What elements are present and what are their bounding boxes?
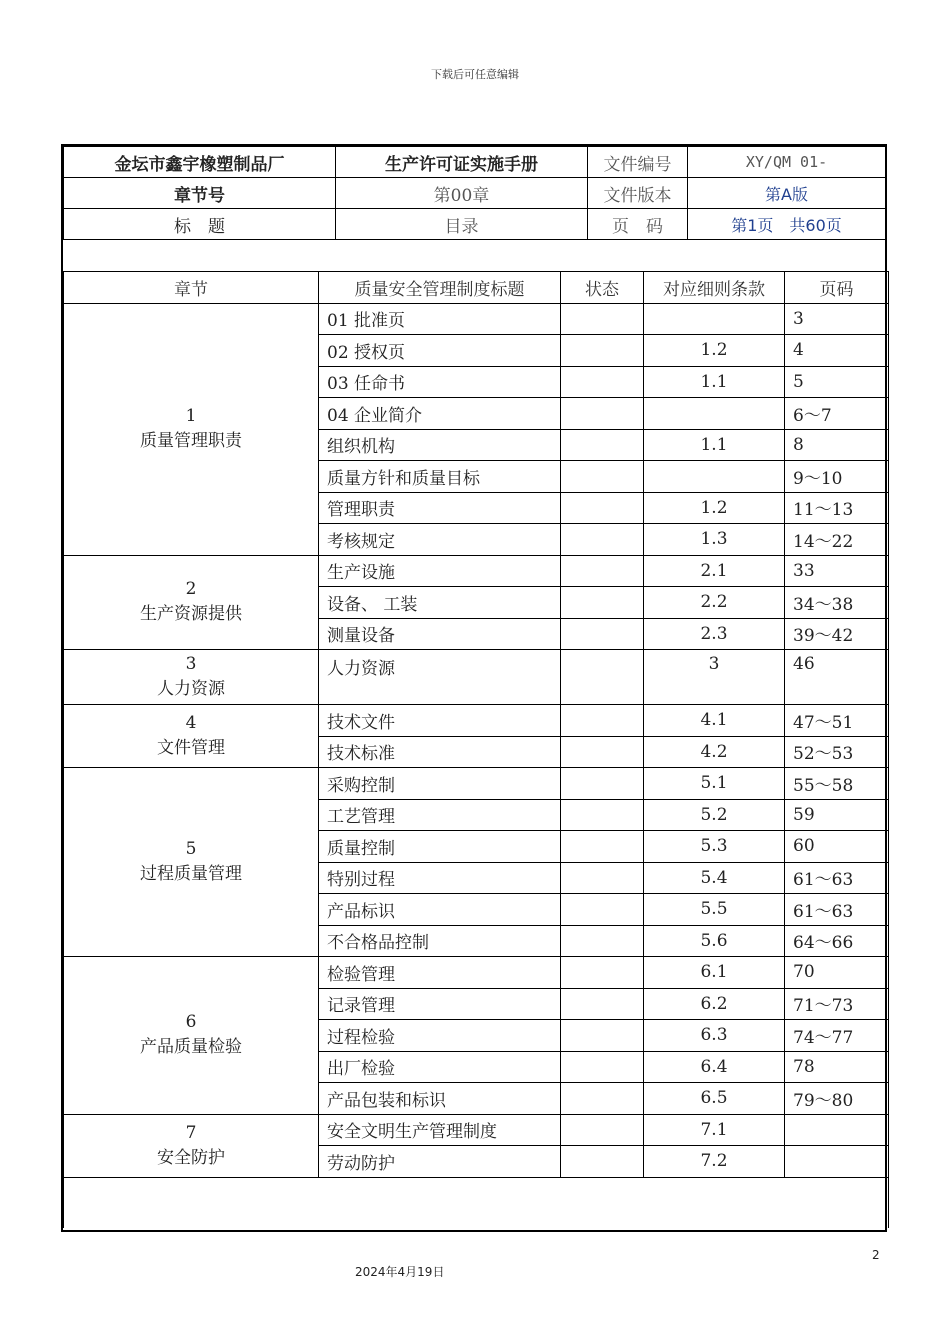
item-clause — [644, 303, 785, 335]
section-cell — [64, 957, 319, 1115]
item-clause: 5.5 — [644, 894, 785, 926]
item-status — [561, 555, 644, 587]
item-title: 产品标识 — [319, 894, 561, 926]
item-status — [561, 957, 644, 989]
item-clause: 7.2 — [644, 1146, 785, 1178]
item-title: 采购控制 — [319, 768, 561, 800]
col-header-chapter: 章节 — [64, 272, 319, 304]
item-page: 5 — [785, 366, 889, 398]
doc-no-label: 文件编号 — [588, 147, 688, 178]
version-value: 第A版 — [688, 178, 886, 209]
spacer-row — [63, 240, 885, 272]
item-clause — [644, 398, 785, 430]
item-clause: 6.2 — [644, 988, 785, 1020]
page-number: 2 — [872, 1248, 880, 1262]
item-title: 管理职责 — [319, 492, 561, 524]
item-page: 11～13 — [785, 492, 889, 524]
section-number: 5 — [185, 839, 197, 859]
item-status — [561, 587, 644, 619]
page-value: 第1页 共60页 — [688, 209, 886, 240]
item-title: 技术标准 — [319, 736, 561, 768]
item-page: 34～38 — [785, 587, 889, 619]
section-name: 安全防护 — [157, 1147, 225, 1168]
item-page: 71～73 — [785, 988, 889, 1020]
document-frame — [61, 144, 887, 1232]
item-title: 设备、 工装 — [319, 587, 561, 619]
item-title: 劳动防护 — [319, 1146, 561, 1178]
item-title: 过程检验 — [319, 1020, 561, 1052]
section-cell — [64, 555, 319, 650]
section-cell — [64, 768, 319, 957]
chapter-value: 第00章 — [336, 178, 588, 209]
item-clause: 1.2 — [644, 492, 785, 524]
item-status — [561, 366, 644, 398]
item-clause: 2.2 — [644, 587, 785, 619]
item-status — [561, 705, 644, 737]
title-label: 标 题 — [64, 209, 336, 240]
doc-no-value: XY/QM 01- — [688, 147, 886, 178]
item-title: 02 授权页 — [319, 335, 561, 367]
item-page: 55～58 — [785, 768, 889, 800]
item-page: 78 — [785, 1051, 889, 1083]
footer-date: 2024年4月19日 — [355, 1265, 445, 1279]
item-clause: 5.2 — [644, 799, 785, 831]
item-page: 61～63 — [785, 862, 889, 894]
item-title: 检验管理 — [319, 957, 561, 989]
item-status — [561, 1114, 644, 1146]
item-status — [561, 492, 644, 524]
item-page: 79～80 — [785, 1083, 889, 1115]
item-page: 8 — [785, 429, 889, 461]
item-title: 不合格品控制 — [319, 925, 561, 957]
item-status — [561, 925, 644, 957]
item-clause: 2.1 — [644, 555, 785, 587]
item-title: 组织机构 — [319, 429, 561, 461]
item-clause: 7.1 — [644, 1114, 785, 1146]
section-number: 4 — [185, 713, 197, 733]
item-clause: 6.1 — [644, 957, 785, 989]
item-page: 4 — [785, 335, 889, 367]
item-status — [561, 398, 644, 430]
item-clause: 1.1 — [644, 429, 785, 461]
item-page — [785, 1146, 889, 1178]
item-page: 70 — [785, 957, 889, 989]
item-clause: 3 — [644, 650, 785, 705]
item-page: 64～66 — [785, 925, 889, 957]
item-page: 47～51 — [785, 705, 889, 737]
item-page: 46 — [785, 650, 889, 705]
section-number: 6 — [185, 1012, 197, 1033]
item-title: 考核规定 — [319, 524, 561, 556]
item-status — [561, 862, 644, 894]
col-header-clause: 对应细则条款 — [644, 272, 785, 304]
item-status — [561, 799, 644, 831]
item-clause: 6.3 — [644, 1020, 785, 1052]
top-note: 下载后可任意编辑 — [431, 68, 519, 81]
item-clause: 1.1 — [644, 366, 785, 398]
item-clause: 5.1 — [644, 768, 785, 800]
item-page: 14～22 — [785, 524, 889, 556]
item-status — [561, 461, 644, 493]
item-clause: 6.5 — [644, 1083, 785, 1115]
item-status — [561, 988, 644, 1020]
toc-body — [64, 303, 889, 1228]
section-name: 质量管理职责 — [140, 431, 242, 451]
item-title: 质量方针和质量目标 — [319, 461, 561, 493]
item-clause: 5.3 — [644, 831, 785, 863]
col-header-page: 页码 — [785, 272, 889, 304]
section-number: 1 — [185, 406, 197, 426]
table-row — [64, 650, 889, 705]
item-status — [561, 303, 644, 335]
item-page: 6～7 — [785, 398, 889, 430]
company-name: 金坛市鑫宇橡塑制品厂 — [64, 147, 336, 178]
item-page: 39～42 — [785, 618, 889, 650]
item-status — [561, 736, 644, 768]
item-status — [561, 894, 644, 926]
item-status — [561, 650, 644, 705]
item-title: 生产设施 — [319, 555, 561, 587]
item-status — [561, 429, 644, 461]
item-title: 01 批准页 — [319, 303, 561, 335]
section-name: 人力资源 — [157, 679, 225, 699]
table-row — [64, 957, 889, 989]
item-title: 记录管理 — [319, 988, 561, 1020]
title-value: 目录 — [336, 209, 588, 240]
item-page: 74～77 — [785, 1020, 889, 1052]
manual-title: 生产许可证实施手册 — [336, 147, 588, 178]
table-row — [64, 1114, 889, 1146]
col-header-status: 状态 — [561, 272, 644, 304]
item-page: 52～53 — [785, 736, 889, 768]
section-name: 产品质量检验 — [140, 1037, 242, 1058]
item-page: 3 — [785, 303, 889, 335]
section-cell — [64, 705, 319, 768]
item-clause: 4.1 — [644, 705, 785, 737]
item-title: 测量设备 — [319, 618, 561, 650]
section-number: 2 — [185, 579, 197, 600]
item-status — [561, 524, 644, 556]
item-title: 质量控制 — [319, 831, 561, 863]
section-cell — [64, 1114, 319, 1177]
empty-footer-row — [64, 1177, 889, 1228]
item-clause: 5.6 — [644, 925, 785, 957]
item-status — [561, 1051, 644, 1083]
item-status — [561, 831, 644, 863]
item-title: 人力资源 — [319, 650, 561, 705]
item-status — [561, 1020, 644, 1052]
toc-table — [63, 271, 889, 1228]
table-row — [64, 705, 889, 737]
item-title: 产品包装和标识 — [319, 1083, 561, 1115]
section-name: 文件管理 — [157, 738, 225, 758]
item-page: 9～10 — [785, 461, 889, 493]
item-title: 工艺管理 — [319, 799, 561, 831]
table-row — [64, 303, 889, 335]
item-page: 33 — [785, 555, 889, 587]
item-status — [561, 1083, 644, 1115]
item-title: 03 任命书 — [319, 366, 561, 398]
item-title: 04 企业简介 — [319, 398, 561, 430]
item-title: 出厂检验 — [319, 1051, 561, 1083]
item-clause: 2.3 — [644, 618, 785, 650]
item-status — [561, 618, 644, 650]
item-status — [561, 335, 644, 367]
item-page: 59 — [785, 799, 889, 831]
section-number: 7 — [185, 1122, 197, 1143]
item-title: 技术文件 — [319, 705, 561, 737]
item-page: 60 — [785, 831, 889, 863]
section-cell — [64, 303, 319, 555]
document-header-table — [63, 146, 886, 240]
item-status — [561, 768, 644, 800]
item-status — [561, 1146, 644, 1178]
item-clause: 4.2 — [644, 736, 785, 768]
item-clause: 6.4 — [644, 1051, 785, 1083]
item-clause: 1.2 — [644, 335, 785, 367]
item-clause: 5.4 — [644, 862, 785, 894]
empty-cell — [64, 1177, 889, 1228]
version-label: 文件版本 — [588, 178, 688, 209]
table-row — [64, 768, 889, 800]
section-name: 过程质量管理 — [140, 864, 242, 884]
table-row — [64, 555, 889, 587]
section-name: 生产资源提供 — [140, 604, 242, 625]
page-label: 页 码 — [588, 209, 688, 240]
item-page — [785, 1114, 889, 1146]
item-title: 特别过程 — [319, 862, 561, 894]
section-cell — [64, 650, 319, 705]
item-title: 安全文明生产管理制度 — [319, 1114, 561, 1146]
item-clause — [644, 461, 785, 493]
toc-header-row — [64, 272, 889, 304]
col-header-title: 质量安全管理制度标题 — [319, 272, 561, 304]
item-clause: 1.3 — [644, 524, 785, 556]
chapter-label: 章节号 — [64, 178, 336, 209]
item-page: 61～63 — [785, 894, 889, 926]
section-number: 3 — [185, 654, 197, 674]
